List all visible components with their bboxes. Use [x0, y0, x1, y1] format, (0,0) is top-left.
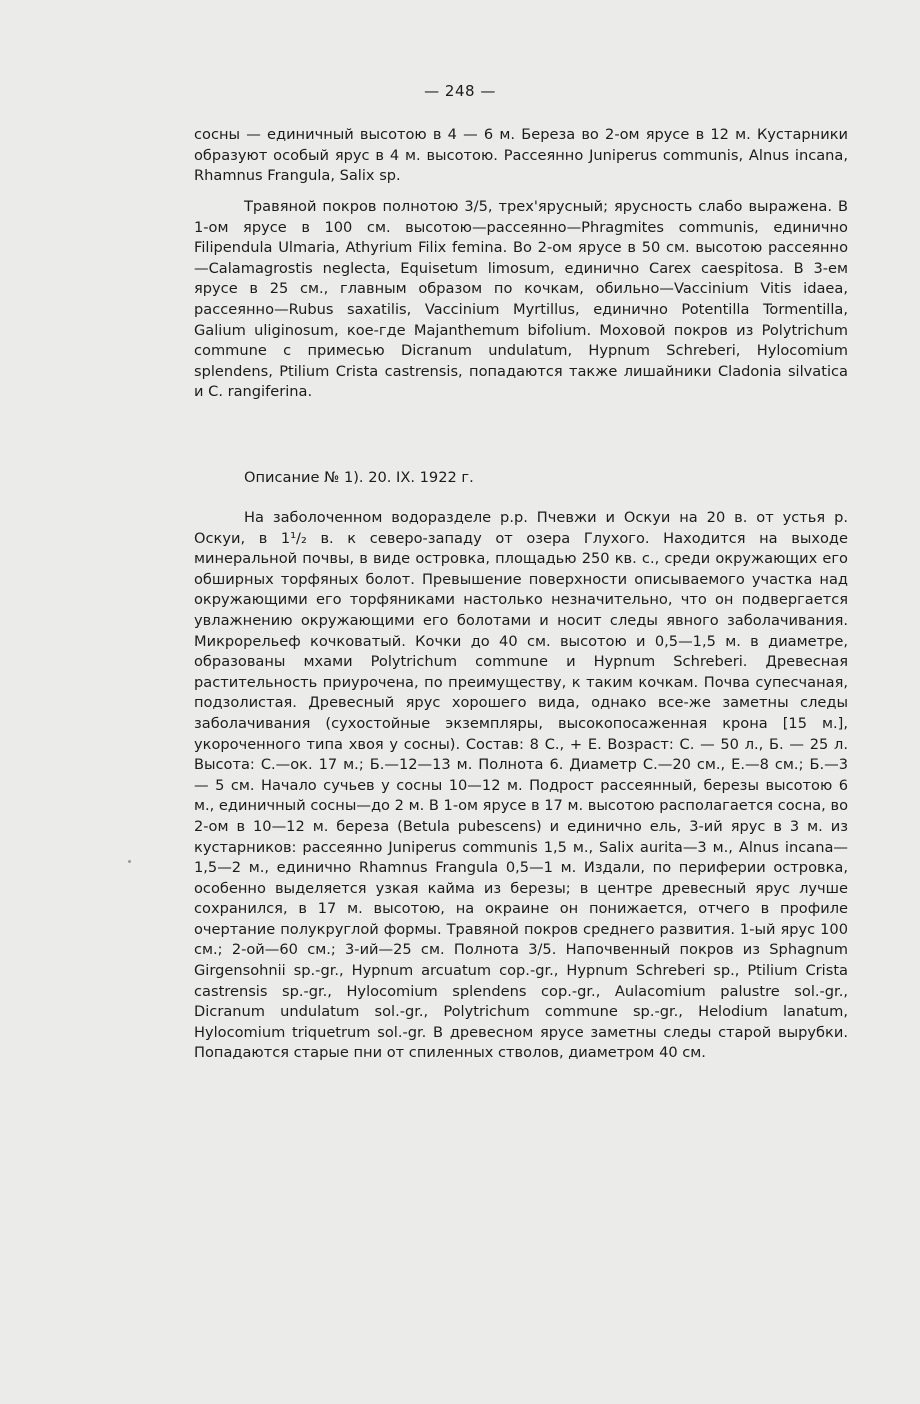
page-number: — 248 —	[424, 82, 496, 100]
section-heading: Описание № 1). 20. IX. 1922 г.	[244, 469, 474, 486]
paragraph-description: На заболоченном водоразделе р.р. Пчевжи и Оскуи на 20 в. от устья р. Оскуи, в 1¹/₂ в. к северо-западу от озера Глухого. Находится на выходе минеральной почвы, в виде островка, площадью 250 кв. с., среди окружающих его обширных торфяных болот. Превышение поверхности описываемого участка над окружающими его торфяниками настолько незначительно, что он подвергается увлажнению окружающими его болотами и носит следы явного заболачивания. Микрорельеф кочковатый. Кочки до 40 см. высотою и 0,5—1,5 м. в диаметре, образованы мхами Polytrichum commune и Hypnum Schreberi. Древесная растительность приурочена, по преимуществу, к таким кочкам. Почва супесчаная, подзолистая. Древесный ярус хорошего вида, однако все-же заметны следы заболачивания (сухостойные экземпляры, высокопосаженная крона [15 м.], укороченного типа хвоя у сосны). Состав: 8 С., + Е. Возраст: С. — 50 л., Б. — 25 л. Высота: С.—ок. 17 м.; Б.—12—13 м. Полнота 6. Диаметр С.—20 см., Е.—8 см.; Б.—3 — 5 см. Начало сучьев у сосны 10—12 м. Подрост рассеянный, березы высотою 6 м., единичный сосны—до 2 м. В 1-ом ярусе в 17 м. высотою располагается сосна, во 2-ом в 10—12 м. береза (Betula pubescens) и единично ель, 3-ий ярус в 3 м. из кустарников: рассеянно Juniperus communis 1,5 м., Salix aurita—3 м., Alnus incana—1,5—2 м., единично Rhamnus Frangula 0,5—1 м. Издали, по периферии островка, особенно выделяется узкая кайма из березы; в центре древесный ярус лучше сохранился, в 17 м. высотою, на окраине он понижается, отчего в профиле очертание полукруглой формы. Травяной покров среднего развития. 1-ый ярус 100 см.; 2-ой—60 см.; 3-ий—25 см. Полнота 3/5. Напочвенный покров из Sphagnum Girgensohnii sp.-gr., Hypnum arcuatum cop.-gr., Hypnum Schreberi sp., Ptilium Crista castrensis sp.-gr., Hylocomium splendens cop.-gr., Aulacomium palustre sol.-gr., Dicranum undulatum sol.-gr., Polytrichum commune sp.-gr., Helodium lanatum, Hylocomium triquetrum sol.-gr. В древесном ярусе заметны следы старой вырубки. Попадаются старые пни от спиленных стволов, диаметром 40 см.	[194, 509, 848, 1062]
scan-speck	[128, 860, 131, 863]
paragraph-herb-cover: Травяной покров полнотою 3/5, трех'ярусный; ярусность слабо выражена. В 1-ом ярусе в 100 см. высотою—рассеянно—Phragmites communis, единично Filipendula Ulmaria, Athyrium Filix femina. Во 2-ом ярусе в 50 см. высотою рассеянно—Calamagrostis neglecta, Equisetum limosum, единично Carex caespitosa. В 3-ем ярусе в 25 см., главным образом по кочкам, обильно—Vaccinium Vitis idaea, рассеянно—Rubus saxatilis, Vaccinium Myrtillus, единично Potentilla Tormentilla, Galium uliginosum, кое-где Majanthemum bifolium. Моховой покров из Polytrichum commune с примесью Dicranum undulatum, Hypnum Schreberi, Hylocomium splendens, Ptilium Crista castrensis, попадаются также лишайники Cladonia silvatica и C. rangiferina.	[194, 198, 848, 401]
paragraph-continuation: сосны — единичный высотою в 4 — 6 м. Береза во 2-ом ярусе в 12 м. Кустарники образуют особый ярус в 4 м. высотою. Рассеянно Juniperus communis, Alnus incana, Rhamnus Frangula, Salix sp.	[194, 126, 848, 185]
